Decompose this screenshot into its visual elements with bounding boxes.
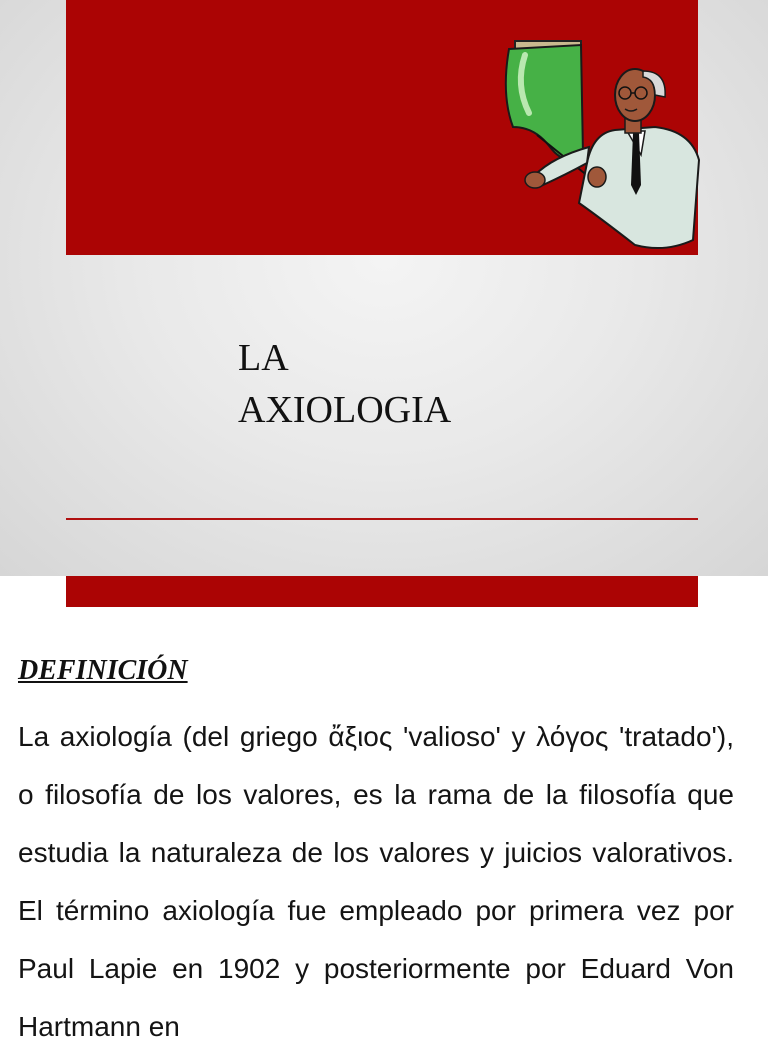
definition-heading: DEFINICIÓN — [18, 655, 188, 686]
slide-title-line-1: LA — [238, 337, 289, 379]
slide-bottom-band — [66, 576, 698, 607]
definition-paragraph: La axiología (del griego ἄξιος 'valioso' y λόγος 'tratado'), o filosofía de los valores, es la rama de la filosofía que estudia la naturaleza de los valores y juicios valorativos. El término axiología fue empleado por primera vez por Paul Lapie en 1902 y posteriormente por Eduard Von Hartmann en — [18, 721, 734, 1042]
slide-title-line-2: AXIOLOGIA — [238, 389, 452, 431]
slide-divider-line — [66, 518, 698, 520]
slide-title — [238, 332, 451, 436]
definition-section — [18, 648, 734, 1056]
teacher-presenting-chart-icon — [495, 35, 705, 255]
